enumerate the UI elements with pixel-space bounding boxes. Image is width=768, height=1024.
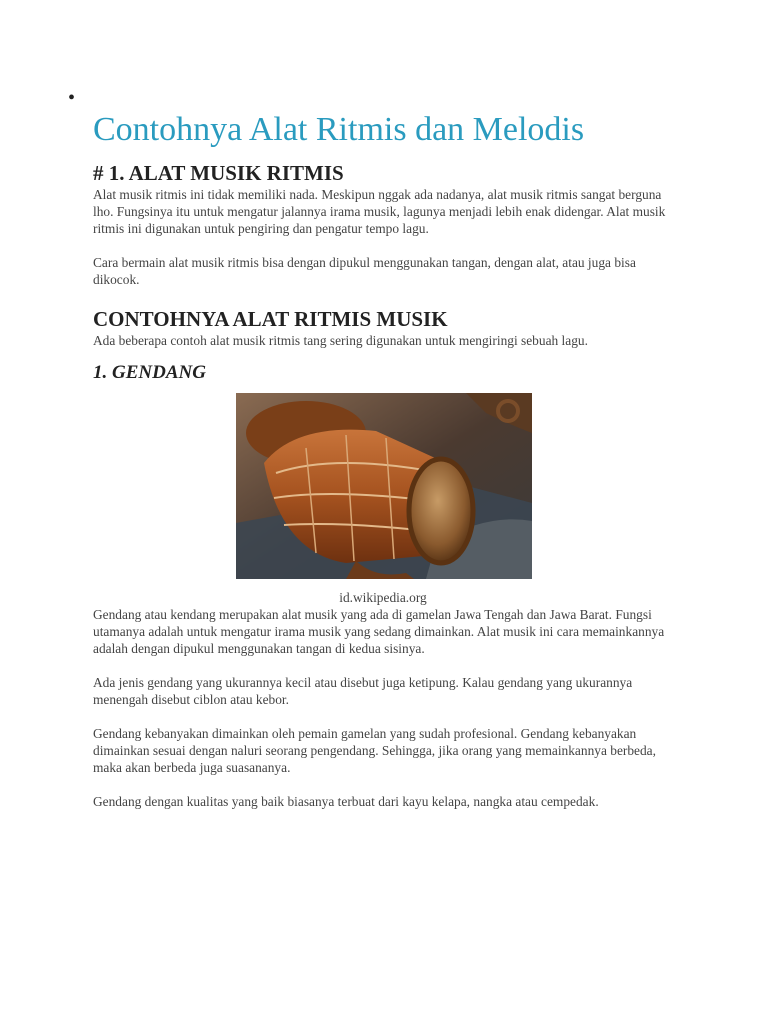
section-heading-contohnya: CONTOHNYA ALAT RITMIS MUSIK (93, 307, 448, 331)
section-heading-alat-musik-ritmis: # 1. ALAT MUSIK RITMIS (93, 161, 344, 185)
image-caption: id.wikipedia.org (339, 590, 427, 605)
article-content (93, 108, 673, 827)
paragraph: Ada beberapa contoh alat musik ritmis tang sering digunakan untuk mengiringi sebuah lagu. (93, 333, 588, 348)
list-bullet: • (68, 87, 76, 109)
page-title: Contohnya Alat Ritmis dan Melodis (93, 111, 585, 148)
paragraph: Ada jenis gendang yang ukurannya kecil atau disebut juga ketipung. Kalau gendang yang ukurannya menengah disebut ciblon atau kebor. (93, 675, 633, 707)
gendang-photo (236, 393, 532, 579)
paragraph: Gendang kebanyakan dimainkan oleh pemain gamelan yang sudah profesional. Gendang kebanyakan dimainkan sesuai dengan naluri seorang pengendang. Sehingga, jika orang yang memainkannya berbeda, maka akan berbeda juga suasananya. (93, 726, 656, 775)
paragraph: Gendang dengan kualitas yang baik biasanya terbuat dari kayu kelapa, nangka atau cempedak. (93, 794, 599, 809)
subsection-heading-gendang: 1. GENDANG (93, 362, 206, 383)
paragraph: Alat musik ritmis ini tidak memiliki nada. Meskipun nggak ada nadanya, alat musik ritmis sangat berguna lho. Fungsinya itu untuk mengatur jalannya irama musik, lagunya menjadi lebih enak didengar. Alat musik ritmis ini digunakan untuk pengiring dan pengatur tempo lagu. (93, 187, 666, 236)
paragraph: Gendang atau kendang merupakan alat musik yang ada di gamelan Jawa Tengah dan Jawa Barat. Fungsi utamanya adalah untuk mengatur irama musik yang sedang dimainkan. Alat musik ini cara memainkannya adalah dengan dipukul menggunakan tangan di kedua sisinya. (93, 607, 665, 656)
gendang-drum-illustration (236, 393, 532, 579)
paragraph: Cara bermain alat musik ritmis bisa dengan dipukul menggunakan tangan, dengan alat, atau juga bisa dikocok. (93, 255, 636, 287)
